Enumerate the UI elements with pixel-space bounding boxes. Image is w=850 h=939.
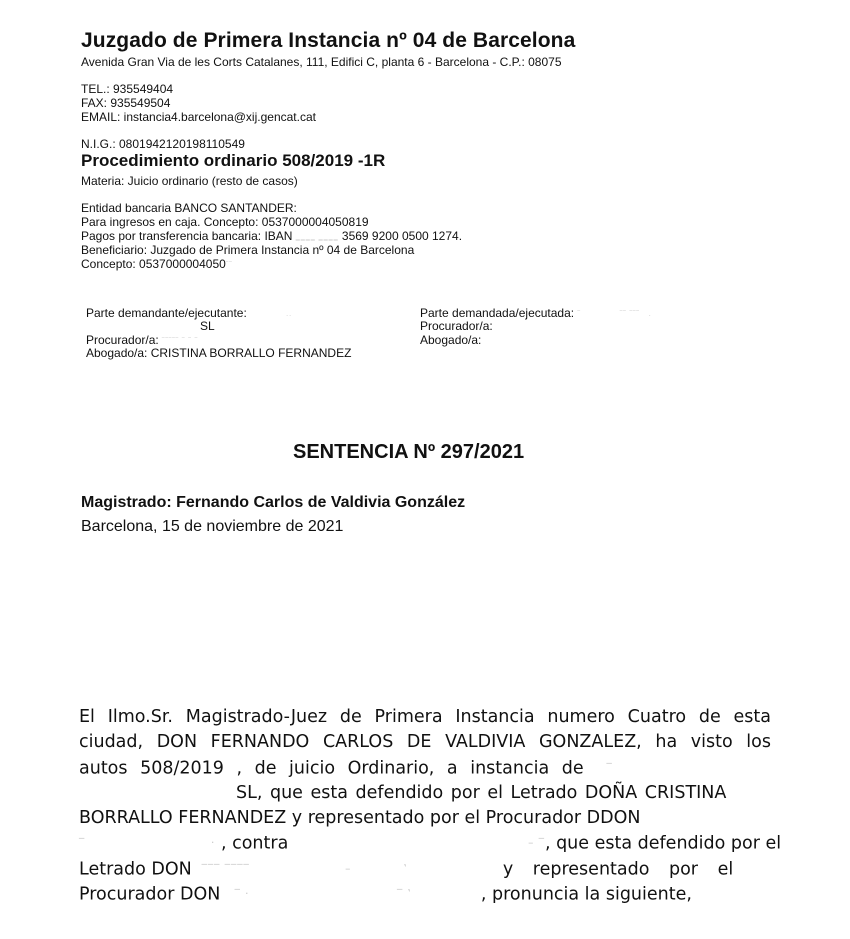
plaintiff-suffix: SL	[200, 319, 215, 333]
redacted-defendant-lawyer: ‾‾‾ ‾‾‾‾ – ‛	[197, 862, 408, 875]
bank-transfer-prefix: Pagos por transferencia bancaria: IBAN	[81, 229, 293, 243]
body-line-6	[79, 831, 782, 856]
body-line-4-text: SL, que esta defendido por el Letrado DOÑA CRISTINA	[236, 782, 727, 803]
body-line-7	[79, 857, 771, 882]
body-line-6-a: , contra	[220, 834, 289, 855]
procedure-title: Procedimiento ordinario 508/2019 -1R	[81, 151, 386, 170]
court-name: Juzgado de Primera Instancia nº 04 de Barcelona	[81, 29, 576, 52]
bank-concept	[81, 257, 233, 272]
bank-transfer	[81, 229, 462, 244]
sentence-title: SENTENCIA Nº 297/2021	[293, 441, 525, 463]
defendant-lawyer: Abogado/a:	[420, 333, 482, 347]
body-line-3-text: autos 508/2019 , de juicio Ordinario, a instancia de	[79, 758, 584, 779]
court-address: Avenida Gran Via de les Corts Catalanes, 111, Edifici C, planta 6 - Barcelona - C.P.: 08075	[81, 55, 562, 69]
procedure-matter: Materia: Juicio ordinario (resto de casos)	[81, 174, 298, 188]
body-line-8	[79, 882, 771, 907]
plaintiff-procurador-label: Procurador/a:	[86, 333, 159, 347]
place-date: Barcelona, 15 de noviembre de 2021	[81, 518, 344, 535]
bank-cash-deposit: Para ingresos en caja. Concepto: 0537000004050819	[81, 215, 369, 229]
plaintiff-label-text: Parte demandante/ejecutante:	[86, 306, 247, 320]
body-line-1: El Ilmo.Sr. Magistrado-Juez de Primera Instancia numero Cuatro de esta	[79, 707, 771, 727]
defendant-procurador: Procurador/a:	[420, 319, 493, 333]
body-line-8-a: Procurador DON	[79, 884, 221, 905]
body-line-7-a: Letrado DON	[79, 859, 192, 880]
bank-concept-text: Concepto: 0537000004050	[81, 257, 226, 271]
redacted-plaintiff: ..	[250, 309, 293, 319]
bank-beneficiary: Beneficiario: Juzgado de Primera Instancia nº 04 de Barcelona	[81, 243, 415, 257]
redacted-defendant: ‾ ‾‾ ‾‾‾ .	[577, 309, 652, 319]
redacted-procurador-name: ‾ ‧	[79, 837, 216, 850]
body-line-8-b: , pronuncia la siguiente,	[480, 884, 692, 905]
redacted-plaintiff-name: ‾	[589, 761, 613, 774]
bank-entity: Entidad bancaria BANCO SANTANDER:	[81, 201, 297, 215]
court-fax: FAX: 935549504	[81, 96, 171, 110]
magistrate-name: Magistrado: Fernando Carlos de Valdivia González	[81, 494, 466, 511]
redacted-defendant-name: – ‾	[293, 837, 545, 850]
redacted-concept: ‾‾	[225, 259, 233, 269]
body-line-7-b: y representado por el	[502, 859, 734, 880]
body-line-6-b: , que esta defendido por el	[544, 834, 782, 855]
plaintiff-label	[86, 307, 292, 321]
body-paragraph	[79, 705, 782, 907]
redacted-iban: ‗‗‗‗ ‗‗‗‗	[295, 231, 339, 241]
nig-number: N.I.G.: 0801942120198110549	[81, 137, 245, 151]
body-line-3	[79, 756, 771, 781]
body-line-5: BORRALLO FERNANDEZ y representado por el Procurador DDON	[79, 808, 641, 829]
redacted-defendant-procurador: ‾ ‧ ‾ ‛	[225, 888, 412, 901]
defendant-label-text: Parte demandada/ejecutada:	[420, 306, 575, 320]
redacted-plaintiff-procurador: ‾‾‾‾‾ ‾ ‾ ‾	[162, 336, 199, 346]
body-line-4	[79, 781, 771, 806]
plaintiff-lawyer: Abogado/a: CRISTINA BORRALLO FERNANDEZ	[86, 346, 352, 360]
body-line-2: ciudad, DON FERNANDO CARLOS DE VALDIVIA GONZALEZ, ha visto los	[79, 732, 771, 753]
bank-transfer-suffix: 3569 9200 0500 1274.	[341, 229, 463, 243]
court-email: EMAIL: instancia4.barcelona@xij.gencat.cat	[81, 110, 316, 124]
court-phone: TEL.: 935549404	[81, 82, 174, 96]
